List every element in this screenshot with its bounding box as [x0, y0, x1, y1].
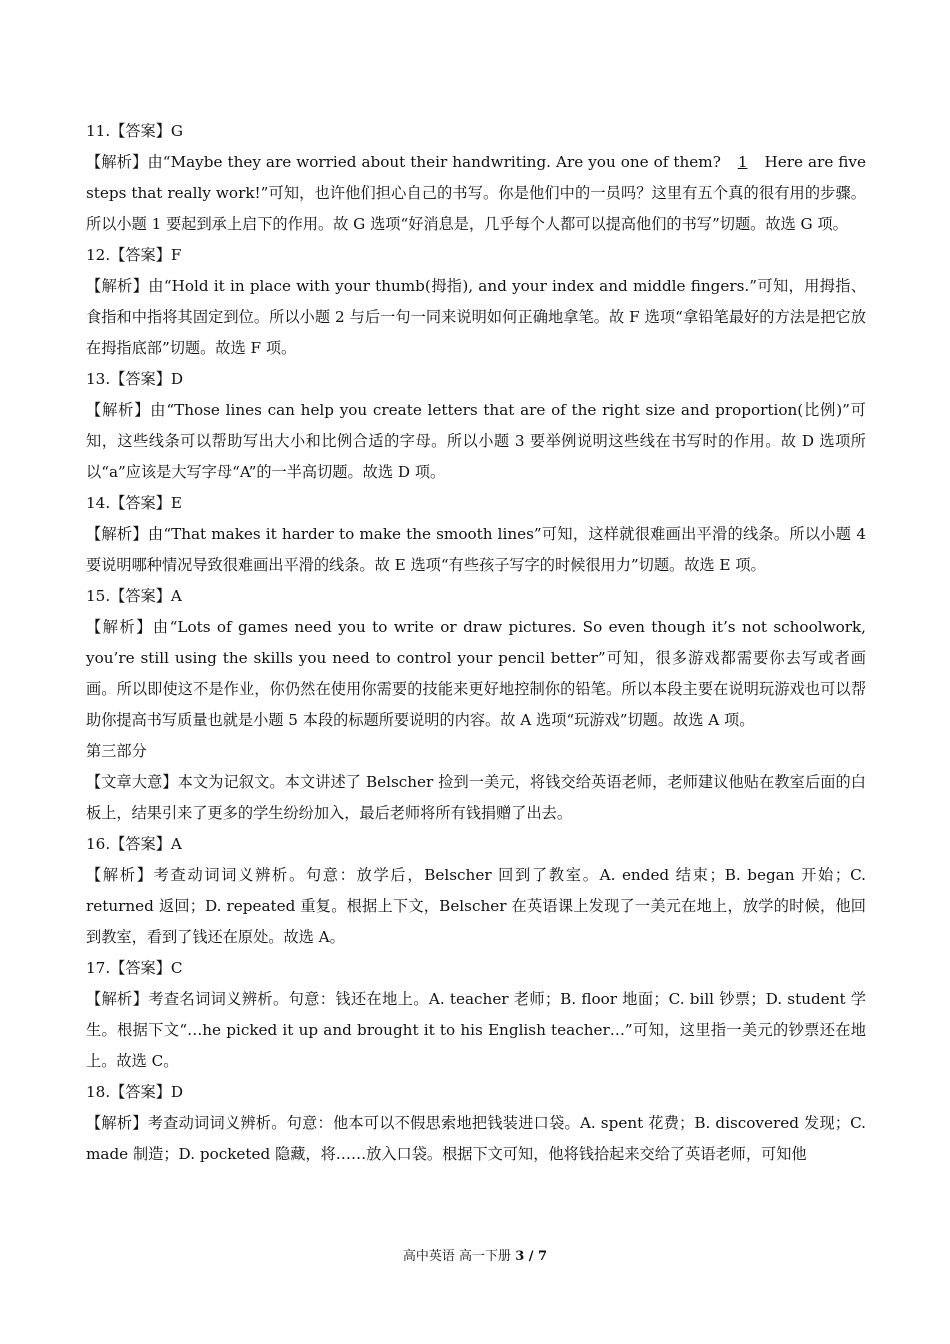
analysis-text: 【解析】考查动词词义辨析。句意：放学后，Belscher 回到了教室。A. ended 结束；B. began 开始；C. returned 返回；D. repeated 重复。根据上下文，Belscher 在英语课上发现了一美元在地上，放学的时候，他回到教室，看到了钱还在原处。故选 A。: [86, 866, 866, 946]
analysis-text: 【解析】由“Hold it in place with your thumb(拇指), and your index and middle fingers.”可知，用拇指、食指和中指将其固定到位。所以小题 2 与后一句一同来说明如何正确地拿笔。故 F 选项“拿铅笔最好的方法是把它放在拇指底部”切题。故选 F 项。: [86, 277, 866, 357]
page-number: 3 / 7: [515, 1249, 548, 1264]
answer-label: 12.【答案】F: [86, 246, 182, 264]
answer-label: 16.【答案】A: [86, 835, 182, 853]
analysis-text: 【解析】考查名词词义辨析。句意：钱还在地上。A. teacher 老师；B. floor 地面；C. bill 钞票；D. student 学生。根据下文“…he picked it up and brought it to his English teacher…”可知，这里指一美元的钞票还在地上。故选 C。: [86, 990, 866, 1070]
analysis-text: 【解析】考查动词词义辨析。句意：他本可以不假思索地把钱装进口袋。A. spent 花费；B. discovered 发现；C. made 制造；D. pocketed 隐藏，将……放入口袋。根据下文可知，他将钱拾起来交给了英语老师，可知他: [86, 1114, 866, 1163]
analysis-text-part: 【解析】由“Maybe they are worried about their handwriting. Are you one of them?: [86, 153, 726, 171]
answer-label: 18.【答案】D: [86, 1083, 184, 1101]
analysis-text-part: Here are five steps that really work!”可知，也许他们担心自己的书写。你是他们中的一员吗？这里有五个真的很有用的步骤。所以小题 1 要起到承上启下的作用。故 G 选项“好消息是，几乎每个人都可以提高他们的书写”切题。故选 G 项。: [86, 153, 867, 233]
article-summary: 【文章大意】本文为记叙文。本文讲述了 Belscher 捡到一美元，将钱交给英语老师，老师建议他贴在教室后面的白板上，结果引来了更多的学生纷纷加入，最后老师将所有钱捐赠了出去。: [86, 773, 866, 822]
blank-number: 1: [737, 153, 748, 171]
answer-label: 13.【答案】D: [86, 370, 184, 388]
answer-label: 14.【答案】E: [86, 494, 182, 512]
analysis-text: [86, 147, 866, 240]
page-footer: [0, 1248, 950, 1266]
analysis-text: 【解析】由“That makes it harder to make the smooth lines”可知，这样就很难画出平滑的线条。所以小题 4 要说明哪种情况导致很难画出平滑的线条。故 E 选项“有些孩子写字的时候很用力”切题。故选 E 项。: [86, 525, 866, 574]
answer-content: [86, 116, 866, 1170]
analysis-text: 【解析】由“Those lines can help you create letters that are of the right size and proportion(比例)”可知，这些线条可以帮助写出大小和比例合适的字母。所以小题 3 要举例说明这些线在书写时的作用。故 D 选项所以“a”应该是大写字母“A”的一半高切题。故选 D 项。: [86, 401, 866, 481]
footer-subject: 高中英语 高一下册: [402, 1249, 516, 1264]
answer-label: 11.【答案】G: [86, 122, 184, 140]
analysis-text: 【解析】由“Lots of games need you to write or draw pictures. So even though it’s not schoolwork, you’re still using the skills you need to control your pencil better”可知，很多游戏都需要你去写或者画画。所以即使这不是作业，你仍然在使用你需要的技能来更好地控制你的铅笔。所以本段主要在说明玩游戏也可以帮助你提高书写质量也就是小题 5 本段的标题所要说明的内容。故 A 选项“玩游戏”切题。故选 A 项。: [86, 618, 866, 729]
answer-label: 17.【答案】C: [86, 959, 183, 977]
section-heading: 第三部分: [86, 742, 147, 760]
answer-label: 15.【答案】A: [86, 587, 182, 605]
